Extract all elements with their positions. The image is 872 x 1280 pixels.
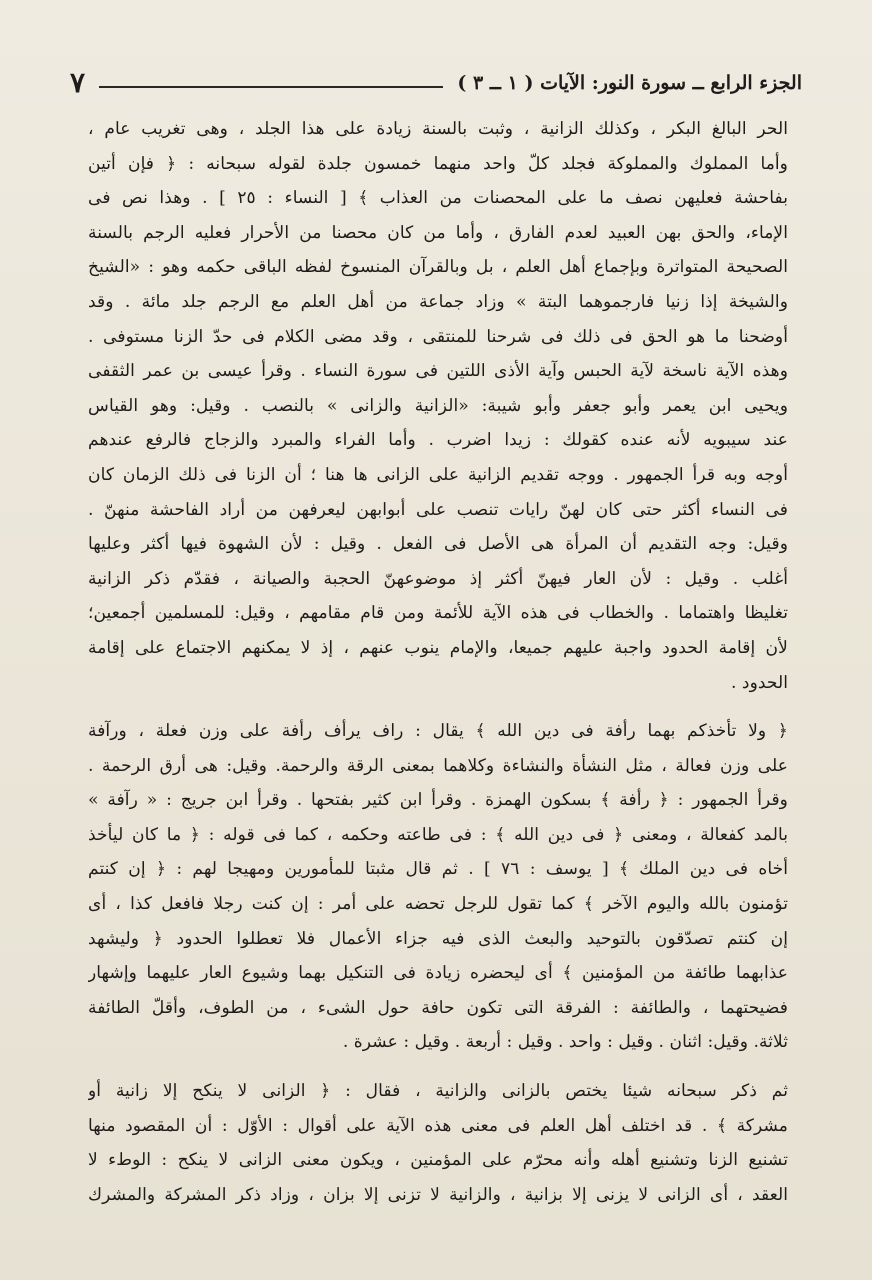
paragraph-gap xyxy=(88,700,788,714)
text-line: مشركة ﴾ . قد اختلف أهل العلم فى معنى هذه الآية على أقوال : الأوّل : أن المقصود منها xyxy=(88,1115,788,1136)
paragraph-gap xyxy=(88,1060,788,1074)
text-line: لأن إقامة الحدود واجبة عليهم جميعا، والإمام ينوب عنهم ، إذ لا يمكنهم الاجتماع على إقامة xyxy=(88,637,788,658)
page-body xyxy=(88,112,788,1260)
text-line: أوضحنا ما هو الحق فى ذلك فى شرحنا للمنتقى ، وقد مضى الكلام فى حدّ الزنا مستوفى . xyxy=(88,326,788,347)
text-line: تؤمنون بالله واليوم الآخر ﴾ كما تقول للرجل تحضه على أمر : إن كنت رجلا فافعل كذا ، أى xyxy=(88,894,788,915)
text-line: بالمد كفعالة ، ومعنى ﴿ فى دين الله ﴾ : فى طاعته وحكمه ، كما فى قوله : ﴿ ما كان ليأخذ xyxy=(88,824,788,845)
text-line: عذابهما طائفة من المؤمنين ﴾ أى ليحضره زيادة فى التنكيل بهما وشيوع العار عليهما وإشهار xyxy=(88,963,788,984)
text-line: بفاحشة فعليهن نصف ما على المحصنات من العذاب ﴾ [ النساء : ٢٥ ] . وهذا نص فى xyxy=(88,188,788,209)
text-line: الإماء، والحق بهن العبيد لعدم الفارق ، وأما من كان محصنا من الأحرار فعليه الرجم بالسنة xyxy=(88,222,788,243)
text-line: فضيحتهما ، والطائفة : الفرقة التى تكون حافة حول الشىء ، من الطوف، وأقلّ الطائفة xyxy=(88,997,788,1018)
text-line: إن كنتم تصدّقون بالتوحيد والبعث الذى فيه جزاء الأعمال فلا تعطلوا الحدود ﴿ وليشهد xyxy=(88,928,788,949)
text-line: وقيل: وجه التقديم أن المرأة هى الأصل فى الفعل . وقيل : لأن الشهوة فيها أكثر وعليها xyxy=(88,534,788,555)
text-line: العقد ، أى الزانى لا يزنى إلا بزانية ، والزانية لا تزنى إلا بزان ، وزاد ذكر المشركة والمشرك xyxy=(88,1184,788,1205)
text-line: الصحيحة المتواترة وبإجماع أهل العلم ، بل وبالقرآن المنسوخ لفظه الباقى حكمه وهو : «الشيخ xyxy=(88,257,788,278)
text-line: فى النساء أكثر حتى كان لهنّ رايات تنصب على أبوابهن ليعرفهن من أراد الفاحشة منهنّ . xyxy=(88,499,788,520)
text-line: عند سيبويه لأنه عنده كقولك : زيدا اضرب . وأما الفراء والمبرد والزجاج فالرفع عندهم xyxy=(88,430,788,451)
text-line: ثلاثة. وقيل: اثنان . وقيل : واحد . وقيل : أربعة . وقيل : عشرة . xyxy=(342,1032,788,1053)
paragraph-1 xyxy=(88,112,788,700)
text-line: ﴿ ولا تأخذكم بهما رأفة فى دين الله ﴾ يقال : راف يرأف رأفة على وزن فعلة ، ورآفة xyxy=(88,721,788,742)
header-rule xyxy=(99,86,443,88)
paragraph-3 xyxy=(88,1074,788,1212)
text-line: ويحيى ابن يعمر وأبو جعفر وأبو شيبة: «الزانية والزانى » بالنصب . وقيل: وهو القياس xyxy=(88,395,788,416)
text-line: الحر البالغ البكر ، وكذلك الزانية ، وثبت بالسنة زيادة على هذا الجلد ، وهى تغريب عام ، xyxy=(88,119,788,139)
paragraph-2 xyxy=(88,714,788,1060)
text-line: ثم ذكر سبحانه شيئا يختص بالزانى والزانية ، فقال : ﴿ الزانى لا ينكح إلا زانية أو xyxy=(88,1081,788,1102)
text-line: وقرأ الجمهور : ﴿ رأفة ﴾ بسكون الهمزة . وقرأ ابن كثير بفتحها . وقرأ ابن جريج : « رآفة » xyxy=(88,790,788,811)
page-number: ٧ xyxy=(70,66,86,99)
text-line: أغلب . وقيل : لأن العار فيهنّ أكثر إذ موضوعهنّ الحجبة والصيانة ، فقدّم ذكر الزانية xyxy=(88,568,788,589)
text-line: وهذه الآية ناسخة لآية الحبس وآية الأذى اللتين فى سورة النساء . وقرأ عيسى بن عمر الثقفى xyxy=(88,361,788,382)
text-line: أخاه فى دين الملك ﴾ [ يوسف : ٧٦ ] . ثم قال مثبتا للمأمورين ومهيجا لهم : ﴿ إن كنتم xyxy=(88,859,788,880)
text-line: تغليظا واهتماما . والخطاب فى هذه الآية للأئمة ومن قام مقامهم ، وقيل: للمسلمين أجمعين؛ xyxy=(88,603,788,624)
running-head: الجزء الرابع ــ سورة النور: الآيات ( ١ ــ ٣ ) xyxy=(457,72,802,94)
text-line: أوجه وبه قرأ الجمهور . ووجه تقديم الزانية على الزانى ها هنا ؛ أن الزنا فى ذلك الزمان كان xyxy=(88,464,788,485)
page-header xyxy=(70,66,802,100)
text-line: الحدود . xyxy=(730,672,788,693)
text-line: تشنيع الزنا وتشنيع أهله وأنه محرّم على المؤمنين ، ويكون معنى الزانى لا ينكح : الوطء لا xyxy=(88,1150,788,1171)
text-line: وأما المملوك والمملوكة فجلد كلّ واحد منهما خمسون جلدة لقوله سبحانه : ﴿ فإن أتين xyxy=(88,153,788,174)
text-line: والشيخة إذا زنيا فارجموهما البتة » وزاد جماعة من أهل العلم مع الرجم جلد مائة . وقد xyxy=(88,291,788,312)
text-line: على وزن فعالة ، مثل النشأة والنشاءة وكلاهما بمعنى الرقة والرحمة. وقيل: هى أرق الرحمة . xyxy=(88,755,788,776)
